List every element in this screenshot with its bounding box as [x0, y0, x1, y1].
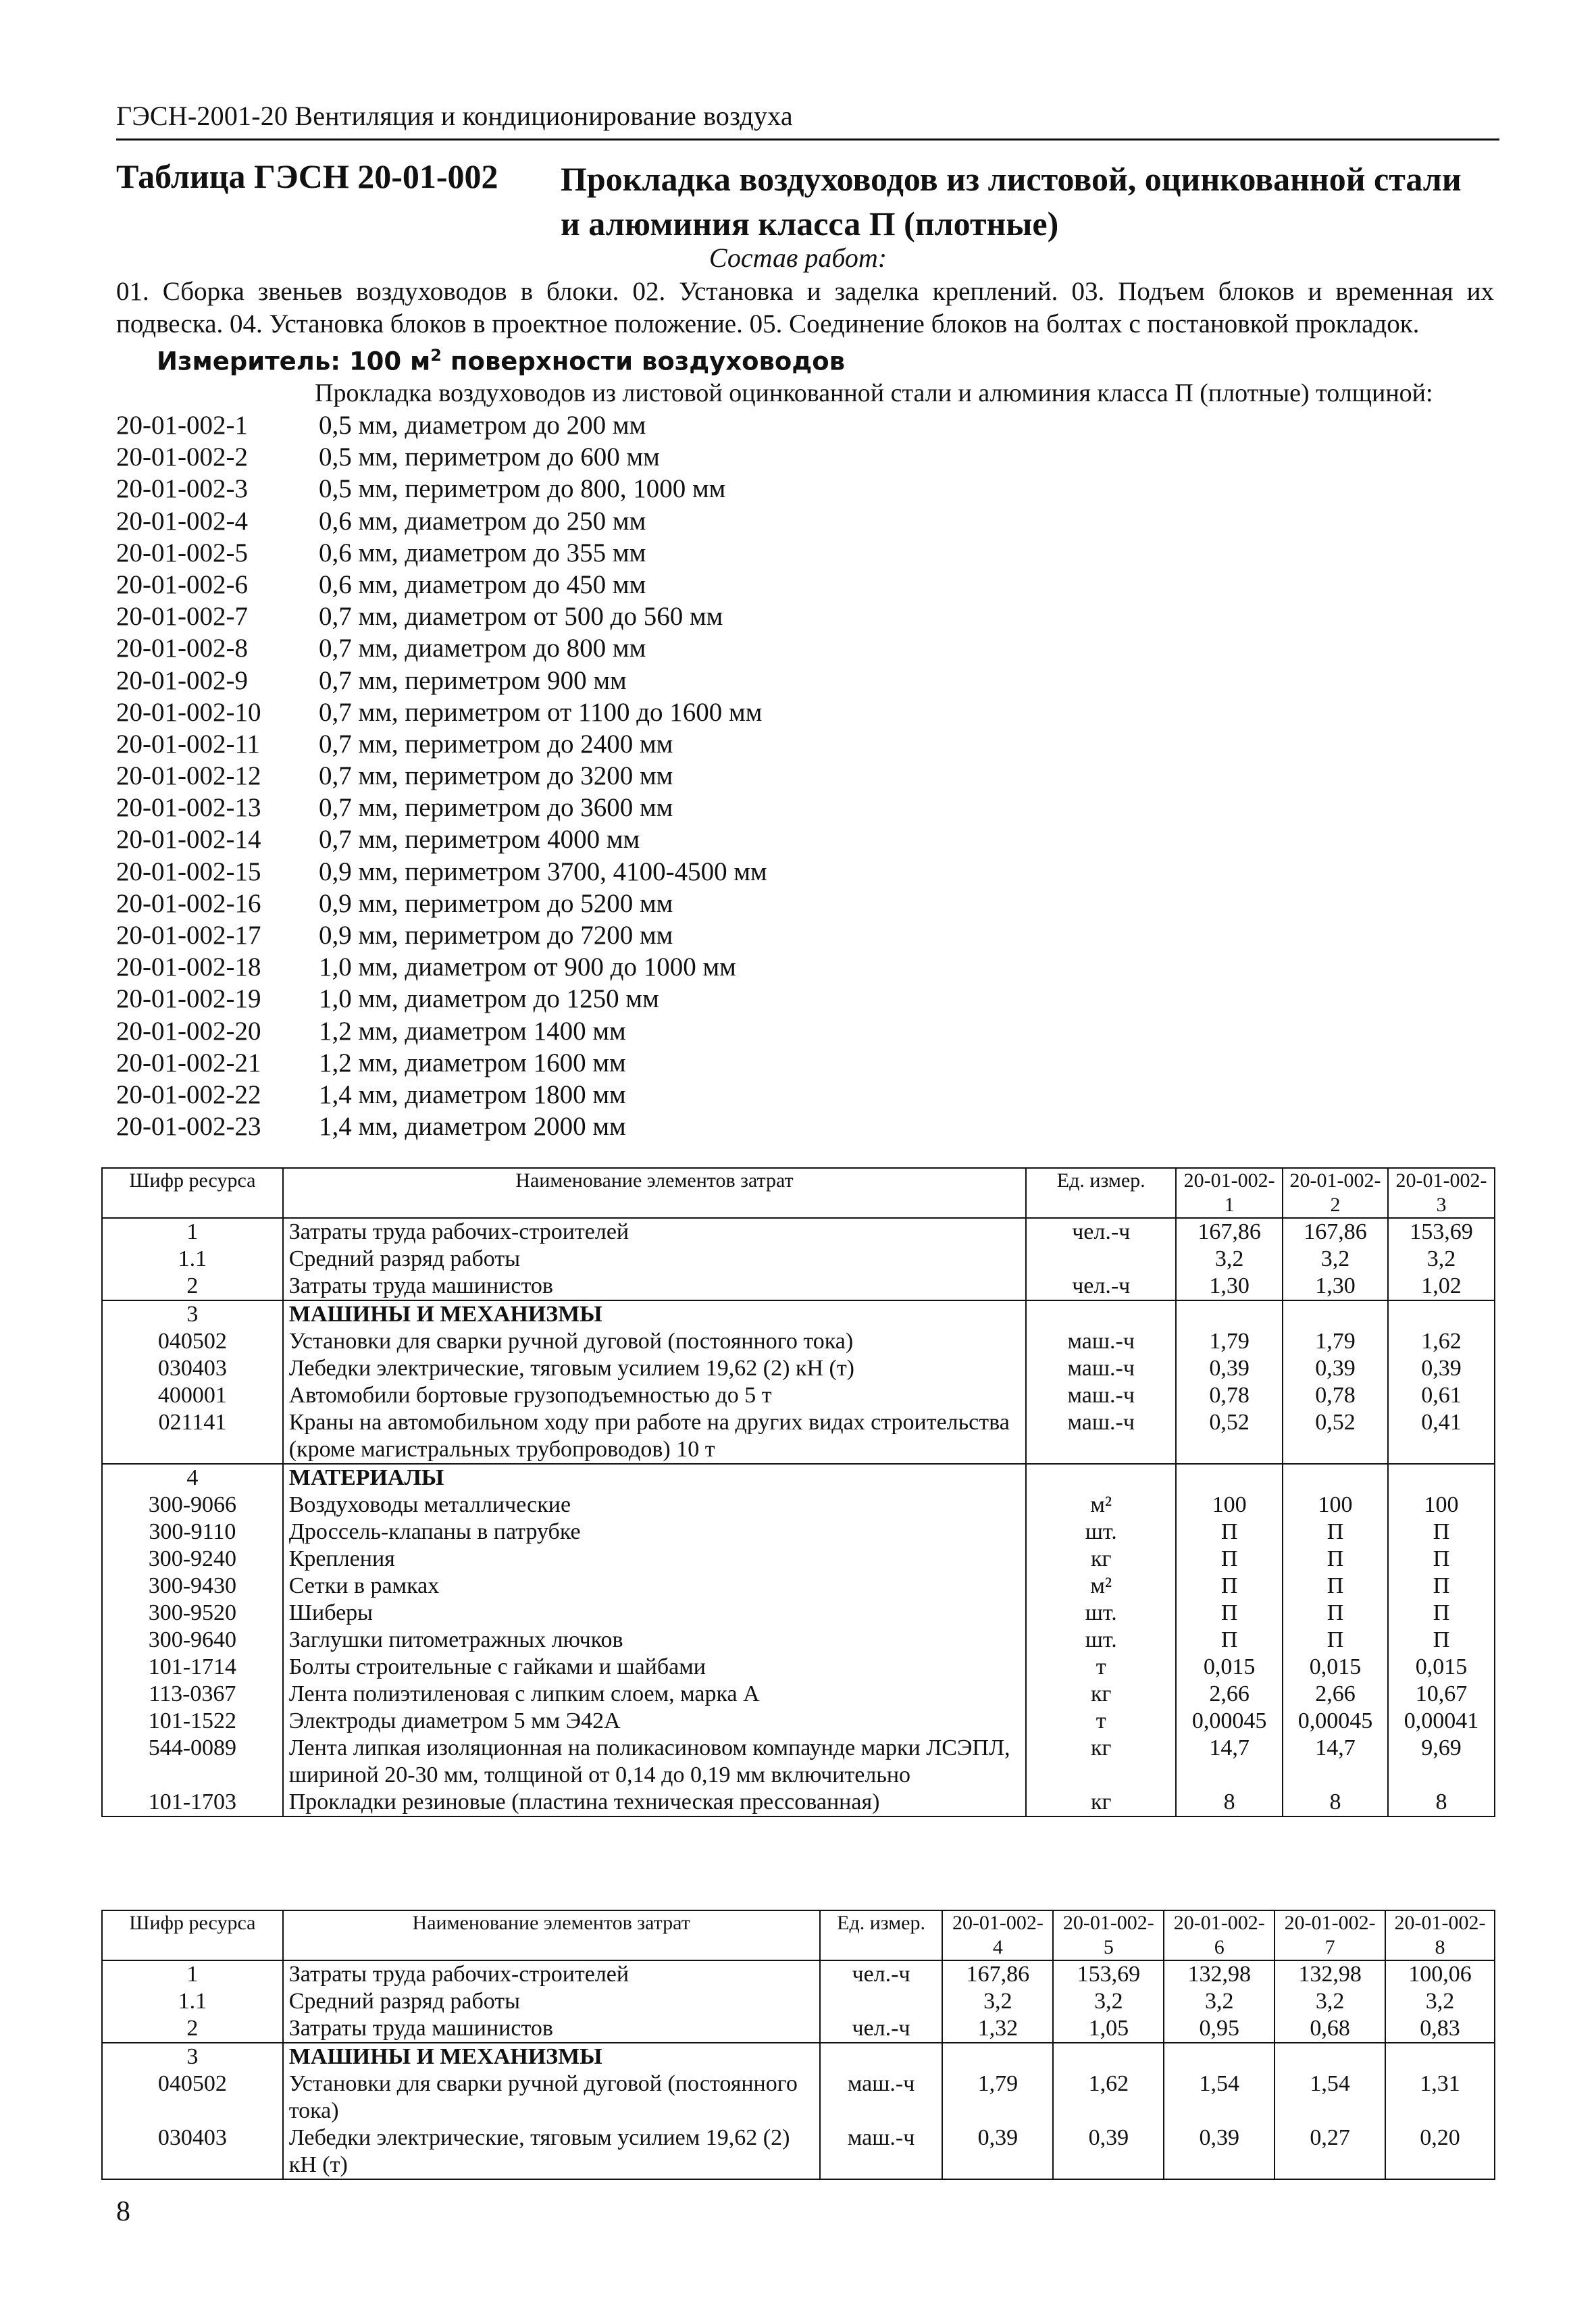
cell-value: 1,79: [1283, 1328, 1388, 1355]
cell-value: 1,30: [1176, 1273, 1283, 1300]
column-header: Ед. измер.: [1026, 1168, 1176, 1218]
code-list-item: [116, 760, 767, 792]
code-list-item: [116, 473, 767, 505]
cell-value: П: [1176, 1519, 1283, 1546]
cell-code: 4: [102, 1464, 283, 1492]
code-item-code: 20-01-002-5: [116, 538, 248, 567]
cell-value: П: [1176, 1546, 1283, 1573]
cell-unit: т: [1026, 1654, 1176, 1681]
cell-code: 030403: [102, 2125, 283, 2179]
table-row: [102, 1273, 1495, 1300]
cell-value: 0,52: [1176, 1409, 1283, 1464]
measure-label: Измеритель:: [157, 347, 341, 376]
code-item-desc: 0,6 мм, диаметром до 450 мм: [319, 569, 646, 599]
code-item-code: 20-01-002-8: [116, 634, 248, 663]
cell-name: Крепления: [283, 1546, 1027, 1573]
cell-value: 100: [1176, 1492, 1283, 1519]
cell-unit: чел.-ч: [820, 2015, 943, 2043]
cell-code: 113-0367: [102, 1681, 283, 1708]
column-header: 20-01-002-4: [942, 1910, 1053, 1960]
cell-value: 0,68: [1275, 2015, 1385, 2043]
cell-value: 167,86: [942, 1960, 1053, 1988]
cell-value: 0,27: [1275, 2125, 1385, 2179]
cell-value: 1,62: [1388, 1328, 1495, 1355]
code-list-item: [116, 728, 767, 760]
code-item-code: 20-01-002-3: [116, 474, 248, 504]
cell-value: 0,015: [1283, 1654, 1388, 1681]
cell-unit: м²: [1026, 1573, 1176, 1600]
cell-value: 132,98: [1275, 1960, 1385, 1988]
code-item-desc: 0,7 мм, диаметром от 500 до 560 мм: [319, 602, 723, 632]
cell-value: 100,06: [1385, 1960, 1495, 1988]
cell-code: 300-9640: [102, 1627, 283, 1654]
cell-value: П: [1176, 1627, 1283, 1654]
table-title: [561, 157, 1462, 246]
code-list-item: [116, 441, 767, 473]
cell-name: Автомобили бортовые грузоподъемностью до 5 т: [283, 1382, 1027, 1409]
cell-value: 0,78: [1176, 1382, 1283, 1409]
cell-value: 153,69: [1053, 1960, 1164, 1988]
cell-value: 153,69: [1388, 1218, 1495, 1246]
cell-value: 9,69: [1388, 1735, 1495, 1789]
column-header: 20-01-002-5: [1053, 1910, 1164, 1960]
code-item-code: 20-01-002-22: [116, 1079, 261, 1109]
cell-name: Электроды диаметром 5 мм Э42А: [283, 1708, 1027, 1735]
cell-value: [1176, 1300, 1283, 1328]
cell-value: П: [1283, 1600, 1388, 1627]
cell-value: [1275, 2043, 1385, 2070]
code-list-item: [116, 856, 767, 888]
code-list: [116, 409, 767, 1142]
cell-name: Установки для сварки ручной дуговой (постоянного тока): [283, 1328, 1027, 1355]
code-item-desc: 1,2 мм, диаметром 1600 мм: [319, 1048, 626, 1077]
cell-unit: чел.-ч: [1026, 1218, 1176, 1246]
cell-code: 2: [102, 1273, 283, 1300]
table-label: Таблица ГЭСН 20-01-002: [116, 157, 498, 195]
cell-name: Затраты труда машинистов: [283, 2015, 820, 2043]
table-row: [102, 1735, 1495, 1789]
cell-code: 1.1: [102, 1246, 283, 1273]
code-list-item: [116, 1047, 767, 1079]
code-list-item: [116, 409, 767, 441]
cell-code: 1.1: [102, 1988, 283, 2015]
code-item-desc: 0,5 мм, периметром до 800, 1000 мм: [319, 474, 726, 504]
cell-code: 1: [102, 1960, 283, 1988]
table-row: [102, 1519, 1495, 1546]
code-item-desc: 0,7 мм, периметром до 2400 мм: [319, 729, 673, 759]
column-header: Шифр ресурса: [102, 1910, 283, 1960]
code-item-code: 20-01-002-10: [116, 697, 261, 727]
measure-sup: 2: [430, 346, 442, 365]
cell-value: 0,39: [942, 2125, 1053, 2179]
cell-value: 8: [1388, 1789, 1495, 1816]
cell-unit: маш.-ч: [1026, 1355, 1176, 1382]
measure-value: 100 м: [349, 347, 431, 376]
code-item-desc: 0,9 мм, периметром до 7200 мм: [319, 921, 673, 950]
code-item-code: 20-01-002-9: [116, 665, 248, 695]
cell-value: [1053, 2043, 1164, 2070]
table-title-line2: и алюминия класса П (плотные): [561, 205, 1059, 243]
cell-value: 0,52: [1283, 1409, 1388, 1464]
table-row: [102, 1300, 1495, 1328]
table-row: [102, 2015, 1495, 2043]
table-row: [102, 1409, 1495, 1464]
code-item-code: 20-01-002-1: [116, 411, 248, 440]
cell-name: Дроссель-клапаны в патрубке: [283, 1519, 1027, 1546]
cell-value: 3,2: [1275, 1988, 1385, 2015]
cell-value: 1,30: [1283, 1273, 1388, 1300]
code-item-code: 20-01-002-7: [116, 602, 248, 632]
code-item-desc: 0,9 мм, периметром до 5200 мм: [319, 888, 673, 918]
code-item-desc: 0,9 мм, периметром 3700, 4100-4500 мм: [319, 857, 767, 886]
table-row: [102, 1382, 1495, 1409]
cell-name: МАШИНЫ И МЕХАНИЗМЫ: [283, 1300, 1027, 1328]
code-list-item: [116, 505, 767, 537]
running-header: ГЭСН-2001-20 Вентиляция и кондиционирование воздуха: [116, 101, 793, 131]
table-header-row: [102, 1910, 1495, 1960]
table-row: [102, 2125, 1495, 2179]
cell-code: 2: [102, 2015, 283, 2043]
cell-value: 0,78: [1283, 1382, 1388, 1409]
table-row: [102, 1246, 1495, 1273]
cell-value: 100: [1283, 1492, 1388, 1519]
cell-name: Средний разряд работы: [283, 1246, 1027, 1273]
cell-code: 400001: [102, 1382, 283, 1409]
code-item-desc: 0,7 мм, периметром до 3200 мм: [319, 761, 673, 791]
cell-code: 544-0089: [102, 1735, 283, 1789]
cell-value: 1,79: [1176, 1328, 1283, 1355]
cell-unit: [1026, 1300, 1176, 1328]
cell-value: 1,02: [1388, 1273, 1495, 1300]
cell-name: МАШИНЫ И МЕХАНИЗМЫ: [283, 2043, 820, 2070]
cell-value: П: [1388, 1519, 1495, 1546]
cell-value: 1,54: [1164, 2070, 1275, 2125]
cell-unit: кг: [1026, 1789, 1176, 1816]
cell-code: 1: [102, 1218, 283, 1246]
cell-value: П: [1283, 1546, 1388, 1573]
cell-value: 8: [1176, 1789, 1283, 1816]
code-item-code: 20-01-002-19: [116, 984, 261, 1014]
column-header: Наименование элементов затрат: [283, 1910, 820, 1960]
codes-intro: Прокладка воздуховодов из листовой оцинкованной стали и алюминия класса П (плотные) толщиной:: [315, 379, 1433, 407]
cell-value: П: [1388, 1546, 1495, 1573]
cell-value: П: [1176, 1573, 1283, 1600]
cell-value: П: [1388, 1573, 1495, 1600]
cell-unit: маш.-ч: [820, 2125, 943, 2179]
code-item-desc: 1,0 мм, диаметром от 900 до 1000 мм: [319, 952, 736, 982]
code-list-item: [116, 888, 767, 919]
cell-value: [1176, 1464, 1283, 1492]
cell-unit: шт.: [1026, 1627, 1176, 1654]
cell-value: 1,54: [1275, 2070, 1385, 2125]
code-list-item: [116, 537, 767, 569]
table-row: [102, 1627, 1495, 1654]
cell-value: 167,86: [1176, 1218, 1283, 1246]
cell-unit: чел.-ч: [1026, 1273, 1176, 1300]
code-item-code: 20-01-002-11: [116, 729, 261, 759]
code-list-item: [116, 823, 767, 855]
column-header: 20-01-002-8: [1385, 1910, 1495, 1960]
column-header: Шифр ресурса: [102, 1168, 283, 1218]
code-item-desc: 0,5 мм, диаметром до 200 мм: [319, 411, 646, 440]
table-row: [102, 1546, 1495, 1573]
cell-code: 101-1703: [102, 1789, 283, 1816]
column-header: 20-01-002-2: [1283, 1168, 1388, 1218]
column-header: 20-01-002-3: [1388, 1168, 1495, 1218]
cell-name: Заглушки питометражных лючков: [283, 1627, 1027, 1654]
code-item-desc: 0,7 мм, периметром до 3600 мм: [319, 793, 673, 823]
cell-value: 10,67: [1388, 1681, 1495, 1708]
table-row: [102, 1600, 1495, 1627]
table-row: [102, 1681, 1495, 1708]
cell-value: 1,32: [942, 2015, 1053, 2043]
code-item-desc: 1,4 мм, диаметром 1800 мм: [319, 1079, 626, 1109]
cell-name: Лента полиэтиленовая с липким слоем, марка А: [283, 1681, 1027, 1708]
table-row: [102, 1492, 1495, 1519]
cell-name: Лента липкая изоляционная на поликасиновом компаунде марки ЛСЭПЛ, шириной 20-30 мм, толщиной от 0,14 до 0,19 мм включительно: [283, 1735, 1027, 1789]
cell-unit: маш.-ч: [1026, 1328, 1176, 1355]
cell-value: 1,05: [1053, 2015, 1164, 2043]
cell-value: 2,66: [1283, 1681, 1388, 1708]
code-item-desc: 0,7 мм, диаметром до 800 мм: [319, 634, 646, 663]
column-header: Ед. измер.: [820, 1910, 943, 1960]
code-item-desc: 1,2 мм, диаметром 1400 мм: [319, 1016, 626, 1046]
column-header: Наименование элементов затрат: [283, 1168, 1027, 1218]
code-item-desc: 0,5 мм, периметром до 600 мм: [319, 442, 660, 472]
code-item-code: 20-01-002-6: [116, 569, 248, 599]
code-list-item: [116, 632, 767, 664]
table-title-line1: Прокладка воздуховодов из листовой, оцинкованной стали: [561, 160, 1462, 198]
cell-value: 0,015: [1388, 1654, 1495, 1681]
cell-value: П: [1283, 1573, 1388, 1600]
code-item-code: 20-01-002-14: [116, 825, 261, 855]
cell-value: 0,39: [1053, 2125, 1164, 2179]
table-row: [102, 1355, 1495, 1382]
cell-value: 3,2: [1385, 1988, 1495, 2015]
cell-unit: т: [1026, 1708, 1176, 1735]
cell-value: 0,015: [1176, 1654, 1283, 1681]
table-row: [102, 1988, 1495, 2015]
cell-value: 0,41: [1388, 1409, 1495, 1464]
cell-name: Сетки в рамках: [283, 1573, 1027, 1600]
cell-name: Болты строительные с гайками и шайбами: [283, 1654, 1027, 1681]
cell-code: 300-9110: [102, 1519, 283, 1546]
cell-value: [1385, 2043, 1495, 2070]
cell-value: [1388, 1300, 1495, 1328]
code-item-desc: 0,7 мм, периметром 4000 мм: [319, 825, 640, 855]
cell-value: 8: [1283, 1789, 1388, 1816]
cell-code: 300-9240: [102, 1546, 283, 1573]
table-row: [102, 2043, 1495, 2070]
table-row: [102, 1218, 1495, 1246]
cell-value: 167,86: [1283, 1218, 1388, 1246]
cell-code: 3: [102, 2043, 283, 2070]
code-list-item: [116, 983, 767, 1015]
cell-value: П: [1283, 1519, 1388, 1546]
cell-value: 100: [1388, 1492, 1495, 1519]
cell-value: 0,00041: [1388, 1708, 1495, 1735]
code-list-item: [116, 569, 767, 601]
works-composition-text: 01. Сборка звеньев воздуховодов в блоки. 02. Установка и заделка креплений. 03. Подъем блоков и временная их подвеска. 04. Установка блоков в проектное положение. 05. Соединение блоков на болтах с постановкой прокладок.: [116, 277, 1494, 338]
cell-value: 0,95: [1164, 2015, 1275, 2043]
cell-name: Краны на автомобильном ходу при работе на других видах строительства (кроме магистральных трубопроводов) 10 т: [283, 1409, 1027, 1464]
cell-value: П: [1388, 1600, 1495, 1627]
table-row: [102, 1573, 1495, 1600]
code-item-desc: 0,7 мм, периметром от 1100 до 1600 мм: [319, 697, 763, 727]
cell-code: 3: [102, 1300, 283, 1328]
code-item-desc: 0,7 мм, периметром 900 мм: [319, 665, 627, 695]
cell-value: П: [1176, 1600, 1283, 1627]
code-list-item: [116, 696, 767, 728]
cell-code: 101-1714: [102, 1654, 283, 1681]
code-item-desc: 1,4 мм, диаметром 2000 мм: [319, 1112, 626, 1142]
cell-unit: [820, 1988, 943, 2015]
cell-value: 0,00045: [1283, 1708, 1388, 1735]
cell-value: 3,2: [1164, 1988, 1275, 2015]
code-item-code: 20-01-002-21: [116, 1048, 261, 1077]
code-item-code: 20-01-002-12: [116, 761, 261, 791]
code-list-item: [116, 1079, 767, 1111]
cell-value: 2,66: [1176, 1681, 1283, 1708]
cell-value: 0,39: [1176, 1355, 1283, 1382]
cell-unit: шт.: [1026, 1600, 1176, 1627]
code-item-code: 20-01-002-2: [116, 442, 248, 472]
column-header: 20-01-002-1: [1176, 1168, 1283, 1218]
cell-unit: маш.-ч: [1026, 1409, 1176, 1464]
cell-name: Шиберы: [283, 1600, 1027, 1627]
resource-table-2: [101, 1910, 1495, 2180]
cell-name: Лебедки электрические, тяговым усилием 19,62 (2) кН (т): [283, 2125, 820, 2179]
code-item-desc: 1,0 мм, диаметром до 1250 мм: [319, 984, 659, 1014]
code-list-item: [116, 951, 767, 983]
cell-code: 101-1522: [102, 1708, 283, 1735]
cell-unit: [1026, 1464, 1176, 1492]
cell-value: 0,20: [1385, 2125, 1495, 2179]
measure-line: [157, 346, 845, 376]
code-list-item: [116, 919, 767, 951]
resource-table-1: [101, 1167, 1495, 1817]
cell-unit: [820, 2043, 943, 2070]
cell-name: Затраты труда рабочих-строителей: [283, 1218, 1027, 1246]
cell-unit: маш.-ч: [820, 2070, 943, 2125]
code-item-code: 20-01-002-18: [116, 952, 261, 982]
column-header: 20-01-002-7: [1275, 1910, 1385, 1960]
table-row: [102, 1654, 1495, 1681]
code-list-item: [116, 1015, 767, 1047]
cell-code: 040502: [102, 2070, 283, 2125]
cell-value: [1283, 1300, 1388, 1328]
page-number: 8: [116, 2196, 130, 2227]
cell-name: МАТЕРИАЛЫ: [283, 1464, 1027, 1492]
cell-name: Затраты труда машинистов: [283, 1273, 1027, 1300]
cell-value: 3,2: [1053, 1988, 1164, 2015]
cell-code: 300-9520: [102, 1600, 283, 1627]
code-item-desc: 0,6 мм, диаметром до 355 мм: [319, 538, 646, 567]
code-list-item: [116, 601, 767, 632]
cell-unit: маш.-ч: [1026, 1382, 1176, 1409]
table-row: [102, 1789, 1495, 1816]
code-item-code: 20-01-002-4: [116, 506, 248, 536]
table-row: [102, 1328, 1495, 1355]
code-item-code: 20-01-002-16: [116, 888, 261, 918]
code-item-code: 20-01-002-15: [116, 857, 261, 886]
cell-value: 0,39: [1388, 1355, 1495, 1382]
cell-value: 0,83: [1385, 2015, 1495, 2043]
code-list-item: [116, 792, 767, 823]
code-item-code: 20-01-002-20: [116, 1016, 261, 1046]
cell-unit: кг: [1026, 1546, 1176, 1573]
works-composition-label: Состав работ:: [709, 243, 887, 273]
cell-value: 14,7: [1283, 1735, 1388, 1789]
cell-value: [1164, 2043, 1275, 2070]
cell-value: 132,98: [1164, 1960, 1275, 1988]
cell-code: 300-9066: [102, 1492, 283, 1519]
cell-code: 030403: [102, 1355, 283, 1382]
cell-value: П: [1388, 1627, 1495, 1654]
table-row: [102, 1708, 1495, 1735]
measure-rest: поверхности воздуховодов: [450, 347, 846, 376]
cell-value: 14,7: [1176, 1735, 1283, 1789]
cell-value: 0,00045: [1176, 1708, 1283, 1735]
cell-name: Установки для сварки ручной дуговой (постоянного тока): [283, 2070, 820, 2125]
cell-unit: шт.: [1026, 1519, 1176, 1546]
cell-name: Воздуховоды металлические: [283, 1492, 1027, 1519]
code-item-code: 20-01-002-13: [116, 793, 261, 823]
cell-value: 0,39: [1164, 2125, 1275, 2179]
cell-name: Средний разряд работы: [283, 1988, 820, 2015]
cell-value: 3,2: [942, 1988, 1053, 2015]
cell-value: [1283, 1464, 1388, 1492]
cell-code: 040502: [102, 1328, 283, 1355]
cell-value: 1,31: [1385, 2070, 1495, 2125]
table-row: [102, 2070, 1495, 2125]
code-list-item: [116, 1111, 767, 1142]
cell-value: 1,62: [1053, 2070, 1164, 2125]
cell-unit: м²: [1026, 1492, 1176, 1519]
cell-value: 3,2: [1176, 1246, 1283, 1273]
column-header: 20-01-002-6: [1164, 1910, 1275, 1960]
code-item-code: 20-01-002-17: [116, 921, 261, 950]
header-rule: [116, 138, 1499, 141]
cell-unit: кг: [1026, 1735, 1176, 1789]
table-row: [102, 1464, 1495, 1492]
cell-name: Затраты труда рабочих-строителей: [283, 1960, 820, 1988]
code-item-desc: 0,6 мм, диаметром до 250 мм: [319, 506, 646, 536]
cell-value: [1388, 1464, 1495, 1492]
cell-value: 0,61: [1388, 1382, 1495, 1409]
cell-value: 0,39: [1283, 1355, 1388, 1382]
cell-code: 300-9430: [102, 1573, 283, 1600]
table-row: [102, 1960, 1495, 1988]
cell-value: [942, 2043, 1053, 2070]
code-list-item: [116, 665, 767, 696]
cell-unit: кг: [1026, 1681, 1176, 1708]
table-header-row: [102, 1168, 1495, 1218]
cell-value: 1,79: [942, 2070, 1053, 2125]
cell-unit: чел.-ч: [820, 1960, 943, 1988]
cell-value: 3,2: [1388, 1246, 1495, 1273]
code-item-code: 20-01-002-23: [116, 1112, 261, 1142]
cell-name: Лебедки электрические, тяговым усилием 19,62 (2) кН (т): [283, 1355, 1027, 1382]
cell-code: 021141: [102, 1409, 283, 1464]
cell-name: Прокладки резиновые (пластина техническая прессованная): [283, 1789, 1027, 1816]
cell-value: 3,2: [1283, 1246, 1388, 1273]
cell-unit: [1026, 1246, 1176, 1273]
cell-value: П: [1283, 1627, 1388, 1654]
